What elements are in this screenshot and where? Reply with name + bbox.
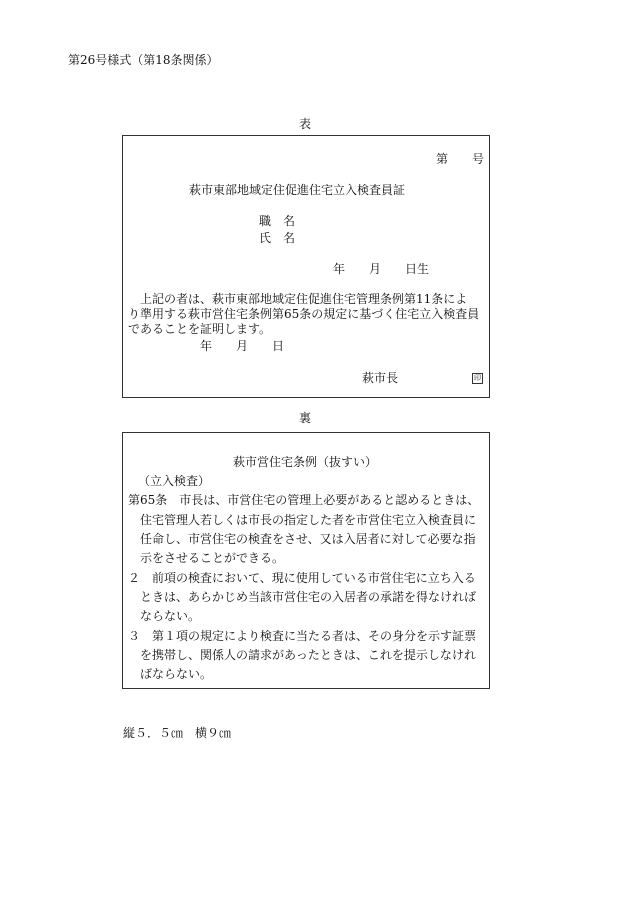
article-line: ならない。 bbox=[140, 609, 201, 623]
name-label: 氏 名 bbox=[259, 231, 296, 245]
size-note: 縦５．５㎝ 横９㎝ bbox=[123, 726, 232, 740]
seal-icon: 印 bbox=[474, 374, 481, 382]
article-line: ２ 前項の検査において、現に使用している市営住宅に立ち入る bbox=[128, 571, 476, 585]
form-title: 第26号様式（第18条関係） bbox=[68, 53, 219, 67]
certificate-title: 萩市東部地域定住促進住宅立入検査員証 bbox=[189, 183, 406, 197]
position-label: 職 名 bbox=[259, 214, 296, 228]
article-line: 示をさせることができる。 bbox=[140, 551, 285, 565]
issue-date-label: 年 月 日 bbox=[200, 339, 285, 353]
issuer-label: 萩市長 bbox=[362, 371, 399, 385]
article-line: を携帯し、関係人の請求があったときは、これを提示しなけれ bbox=[140, 648, 476, 662]
certificate-number: 第 号 bbox=[436, 152, 485, 166]
front-card bbox=[122, 135, 490, 398]
ordinance-title: 萩市営住宅条例（抜すい） bbox=[233, 455, 378, 469]
birthdate-label: 年 月 日生 bbox=[333, 262, 430, 276]
article-line: 任命し、市営住宅の検査をさせ、又は入居者に対して必要な指 bbox=[140, 532, 476, 546]
article-line: ばならない。 bbox=[140, 667, 213, 681]
certificate-body-line: り準用する萩市営住宅条例第65条の規定に基づく住宅立入検査員 bbox=[128, 307, 480, 321]
back-heading: 裏 bbox=[299, 411, 312, 425]
article-line: ときは、あらかじめ当該市営住宅の入居者の承諾を得なければ bbox=[140, 590, 477, 604]
article-line: 住宅管理人若しくは市長の指定した者を市営住宅立入検査員に bbox=[140, 513, 477, 527]
article-line: 第65条 市長は、市営住宅の管理上必要があると認めるときは、 bbox=[128, 493, 480, 507]
article-line: ３ 第１項の規定により検査に当たる者は、その身分を示す証票 bbox=[128, 629, 477, 643]
certificate-body-line: であることを証明します。 bbox=[128, 322, 272, 336]
seal-mark bbox=[472, 372, 483, 384]
front-heading: 表 bbox=[299, 117, 312, 131]
section-caption: （立入検査） bbox=[138, 474, 211, 488]
certificate-body-line: 上記の者は、萩市東部地域定住促進住宅管理条例第11条によ bbox=[140, 292, 468, 306]
